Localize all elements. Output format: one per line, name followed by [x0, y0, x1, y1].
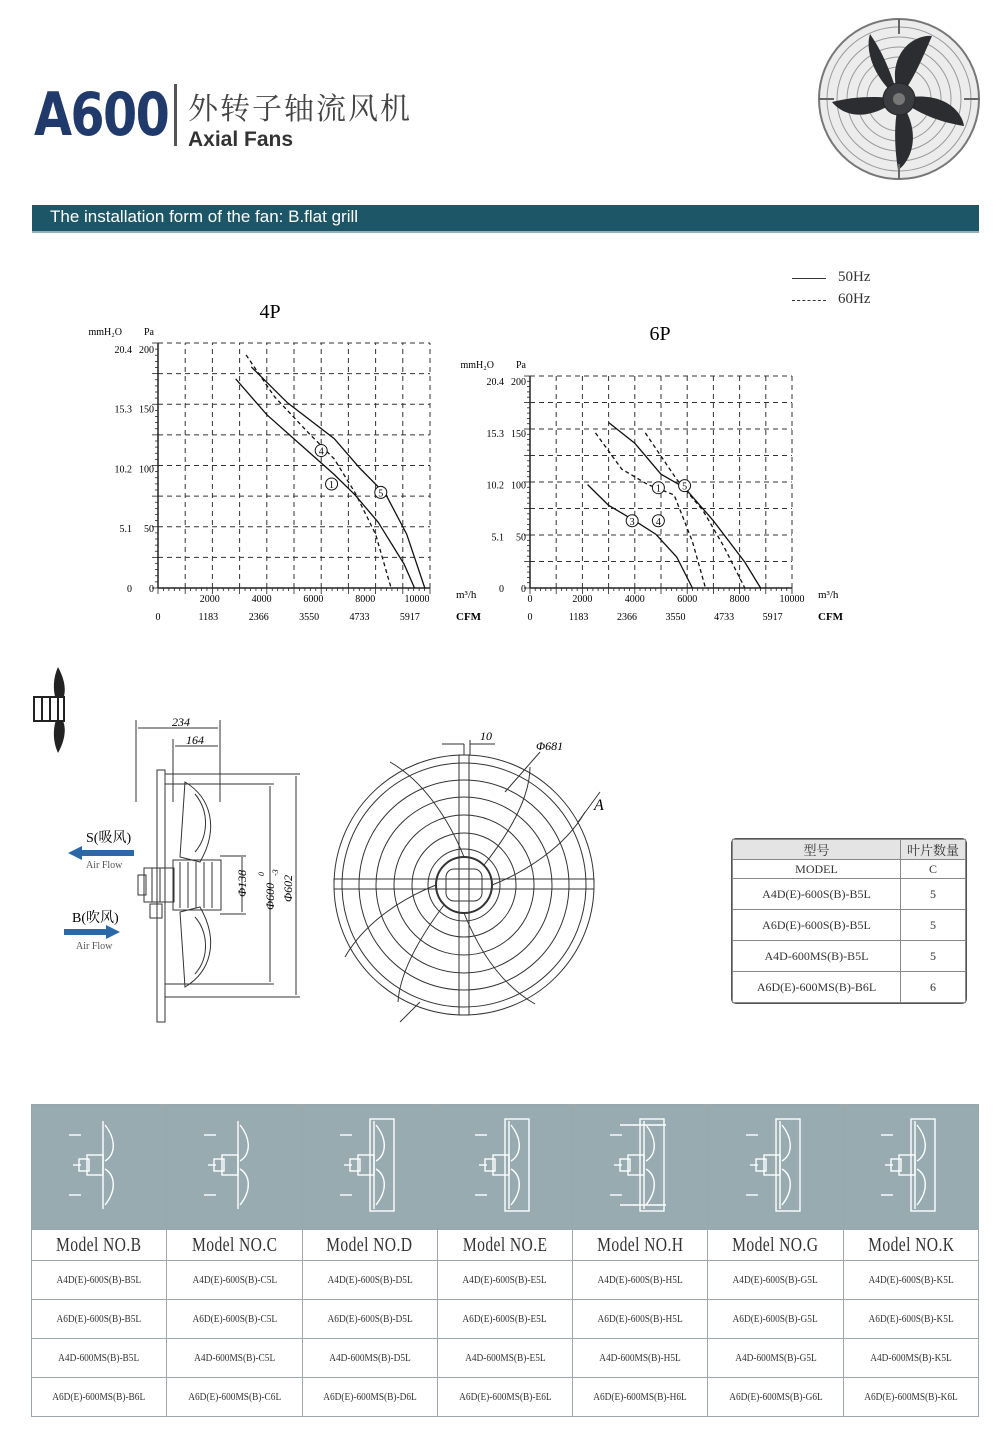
mount-diagram-cell: [302, 1105, 437, 1230]
table-cell: A6D(E)-600S(B)-C5L: [167, 1300, 302, 1339]
y-axis-label-pa: Pa: [144, 327, 154, 338]
x-tick-label-cfm: 1183: [568, 612, 589, 623]
table-cell: A4D(E)-600S(B)-E5L: [437, 1261, 572, 1300]
dim-d600-tol-upper: 0: [257, 872, 266, 876]
y-tick-label-mmh2o: 0: [499, 584, 504, 595]
mount-diagram-cell: [573, 1105, 708, 1230]
x-tick-label: 8000: [729, 594, 750, 605]
mount-model-header: Model NO.B: [32, 1230, 167, 1261]
front-view-drawing: [330, 722, 620, 1032]
table-cell: A4D(E)-600S(B)-H5L: [573, 1261, 708, 1300]
table-row: [32, 1339, 979, 1378]
x-tick-label-cfm: 1183: [198, 612, 219, 623]
suction-airflow-label: Air Flow: [86, 860, 123, 871]
table-cell: A4D-600MS(B)-K5L: [843, 1339, 978, 1378]
blow-arrow-icon: [64, 925, 120, 939]
dim-10: 10: [480, 729, 492, 743]
curve-marker-label: 1: [655, 483, 661, 495]
x-tick-label-cfm: 0: [155, 612, 161, 623]
curve-marker-label: 4: [318, 446, 324, 458]
table-cell: A6D(E)-600MS(B)-K6L: [843, 1378, 978, 1417]
mount-diagram-icon: [736, 1115, 816, 1215]
x-axis-label-cfm: CFM: [818, 611, 844, 623]
blades-header-en: C: [901, 860, 966, 879]
x-tick-label: 10000: [404, 594, 430, 605]
x-tick-label-cfm: 4733: [349, 612, 370, 623]
curve-marker-label: 4: [655, 516, 661, 528]
table-cell: A6D(E)-600MS(B)-H6L: [573, 1378, 708, 1417]
dim-d600: Φ600: [263, 882, 277, 910]
x-tick-label: 8000: [355, 594, 376, 605]
x-tick-label: 0: [527, 594, 533, 605]
installation-banner: [32, 205, 979, 233]
x-tick-label: 2000: [572, 594, 593, 605]
mount-model-header: Model NO.G: [708, 1230, 843, 1261]
blades-header-cn: 叶片数量: [901, 840, 966, 860]
model-header-en: MODEL: [733, 860, 901, 879]
mounting-models-table: [31, 1104, 979, 1417]
table-row: [32, 1261, 979, 1300]
legend-dashed-label: 60Hz: [838, 291, 871, 307]
side-view-drawing: [60, 712, 330, 1024]
x-tick-label-cfm: 0: [527, 612, 533, 623]
x-tick-label: 4000: [251, 594, 272, 605]
table-cell: A4D(E)-600S(B)-B5L: [32, 1261, 167, 1300]
table-cell: A4D-600MS(B)-H5L: [573, 1339, 708, 1378]
mount-diagram-icon: [59, 1115, 139, 1215]
table-cell: A4D(E)-600S(B)-G5L: [708, 1261, 843, 1300]
curve-marker-label: 5: [682, 481, 688, 493]
table-cell: A6D(E)-600S(B)-G5L: [708, 1300, 843, 1339]
y-tick-label-pa: 100: [511, 480, 526, 492]
y-tick-label-pa: 0: [149, 584, 154, 595]
chart-title: 4P: [259, 301, 281, 323]
mount-diagram-icon: [600, 1115, 680, 1215]
model-header-cn: 型号: [733, 840, 901, 860]
y-axis-label-mmh2o: mmH₂O: [460, 360, 494, 371]
dim-234: 234: [172, 715, 190, 729]
model-code: A600: [34, 80, 169, 150]
y-axis-label-pa: Pa: [516, 360, 526, 371]
table-cell: A4D-600MS(B)-C5L: [167, 1339, 302, 1378]
dim-d602: Φ602: [281, 874, 295, 902]
y-tick-label-pa: 150: [511, 428, 526, 440]
table-cell: A6D(E)-600MS(B)-G6L: [708, 1378, 843, 1417]
mount-model-header: Model NO.D: [302, 1230, 437, 1261]
x-tick-label: 2000: [199, 594, 220, 605]
x-axis-label: m³/h: [818, 589, 839, 601]
title-divider: [174, 84, 177, 146]
y-tick-label-pa: 100: [139, 464, 154, 476]
mount-model-header: Model NO.E: [437, 1230, 572, 1261]
dim-d138: Φ138: [235, 869, 249, 897]
series-line: [588, 485, 693, 588]
mount-diagram-cell: [167, 1105, 302, 1230]
mount-diagram-cell: [32, 1105, 167, 1230]
y-tick-label-mmh2o: 15.3: [114, 404, 132, 416]
table-cell: A6D(E)-600S(B)-E5L: [437, 1300, 572, 1339]
table-cell: A6D(E)-600S(B)-H5L: [573, 1300, 708, 1339]
y-tick-label-pa: 150: [139, 404, 154, 416]
series-line: [609, 423, 761, 589]
table-cell: A6D(E)-600S(B)-K5L: [843, 1300, 978, 1339]
title-english: Axial Fans: [188, 128, 294, 151]
x-tick-label-cfm: 5917: [762, 612, 783, 623]
table-cell: A6D(E)-600S(B)-B5L: [32, 1300, 167, 1339]
blade-count-table: [731, 838, 967, 1004]
mount-model-header: Model NO.C: [167, 1230, 302, 1261]
y-tick-label-pa: 200: [139, 344, 154, 356]
dim-d600-tol-lower: -3: [271, 869, 280, 876]
mount-diagram-icon: [465, 1115, 545, 1215]
series-line: [645, 433, 745, 588]
x-tick-label: 4000: [624, 594, 645, 605]
table-cell: A6D(E)-600MS(B)-D6L: [302, 1378, 437, 1417]
chart-6p: [460, 310, 850, 630]
blow-label: B(吹风): [72, 911, 119, 926]
y-tick-label-mmh2o: 5.1: [491, 532, 504, 544]
table-cell: A4D(E)-600S(B)-C5L: [167, 1261, 302, 1300]
series-line: [246, 355, 391, 588]
table-cell: A4D-600MS(B)-B5L: [32, 1339, 167, 1378]
x-tick-label-cfm: 2366: [248, 612, 269, 623]
y-tick-label-pa: 50: [144, 524, 154, 536]
legend-solid-label: 50Hz: [838, 269, 871, 285]
mount-diagram-cell: [437, 1105, 572, 1230]
x-tick-label: 10000: [779, 594, 805, 605]
y-tick-label-mmh2o: 0: [127, 584, 132, 595]
dim-d681: Φ681: [536, 739, 564, 753]
dim-164: 164: [186, 733, 204, 747]
y-tick-label-mmh2o: 20.4: [486, 377, 504, 389]
x-tick-label: 6000: [677, 594, 698, 605]
mount-diagram-icon: [330, 1115, 410, 1215]
x-tick-label: 6000: [303, 594, 324, 605]
table-cell: A4D-600MS(B)-G5L: [708, 1339, 843, 1378]
y-tick-label-mmh2o: 15.3: [486, 428, 504, 440]
mount-diagram-icon: [194, 1115, 274, 1215]
fan-product-image: [814, 14, 984, 184]
model-cell: A6D(E)-600MS(B)-B6L: [733, 972, 901, 1003]
model-cell: A4D(E)-600S(B)-B5L: [733, 879, 901, 910]
blades-cell: 5: [901, 941, 966, 972]
x-tick-label-cfm: 3550: [299, 612, 320, 623]
mount-diagram-icon: [871, 1115, 951, 1215]
title-chinese: 外转子轴流风机: [188, 92, 412, 127]
model-cell: A6D(E)-600S(B)-B5L: [733, 910, 901, 941]
table-cell: A6D(E)-600S(B)-D5L: [302, 1300, 437, 1339]
suction-arrow-icon: [68, 846, 134, 860]
series-line: [596, 433, 706, 588]
table-cell: A4D-600MS(B)-E5L: [437, 1339, 572, 1378]
y-tick-label-mmh2o: 5.1: [119, 524, 132, 536]
table-cell: A4D(E)-600S(B)-D5L: [302, 1261, 437, 1300]
suction-label: S(吸风): [86, 831, 132, 846]
x-tick-label-cfm: 4733: [714, 612, 735, 623]
x-axis-label-cfm: CFM: [456, 611, 482, 623]
table-cell: A4D(E)-600S(B)-K5L: [843, 1261, 978, 1300]
mount-diagram-cell: [708, 1105, 843, 1230]
table-cell: A6D(E)-600MS(B)-E6L: [437, 1378, 572, 1417]
y-tick-label-pa: 50: [516, 532, 526, 544]
y-tick-label-pa: 200: [511, 377, 526, 389]
table-cell: A4D-600MS(B)-D5L: [302, 1339, 437, 1378]
label-a: A: [594, 797, 604, 814]
table-cell: A6D(E)-600MS(B)-B6L: [32, 1378, 167, 1417]
blades-cell: 5: [901, 910, 966, 941]
mount-diagram-cell: [843, 1105, 978, 1230]
blow-airflow-label: Air Flow: [76, 941, 113, 952]
table-row: [32, 1378, 979, 1417]
y-tick-label-mmh2o: 10.2: [114, 464, 132, 476]
blades-cell: 6: [901, 972, 966, 1003]
x-tick-label-cfm: 5917: [399, 612, 420, 623]
legend-dashed-line: [792, 300, 826, 301]
curve-marker-label: 3: [629, 516, 635, 528]
installation-banner-text: The installation form of the fan: B.flat grill: [50, 207, 359, 226]
y-tick-label-mmh2o: 10.2: [486, 480, 504, 492]
mount-model-header: Model NO.H: [573, 1230, 708, 1261]
table-cell: A6D(E)-600MS(B)-C6L: [167, 1378, 302, 1417]
model-cell: A4D-600MS(B)-B5L: [733, 941, 901, 972]
y-tick-label-pa: 0: [521, 584, 526, 595]
curve-marker-label: 1: [329, 480, 335, 492]
x-axis-label: m³/h: [456, 589, 477, 601]
chart-4p: [88, 290, 500, 630]
x-tick-label-cfm: 3550: [665, 612, 686, 623]
blades-cell: 5: [901, 879, 966, 910]
mount-model-header: Model NO.K: [843, 1230, 978, 1261]
curve-marker-label: 5: [378, 488, 384, 500]
y-axis-label-mmh2o: mmH₂O: [88, 327, 122, 338]
chart-title: 6P: [649, 323, 671, 345]
y-tick-label-mmh2o: 20.4: [114, 344, 132, 356]
legend-solid-line: [792, 278, 826, 279]
x-tick-label-cfm: 2366: [617, 612, 638, 623]
table-row: [32, 1300, 979, 1339]
